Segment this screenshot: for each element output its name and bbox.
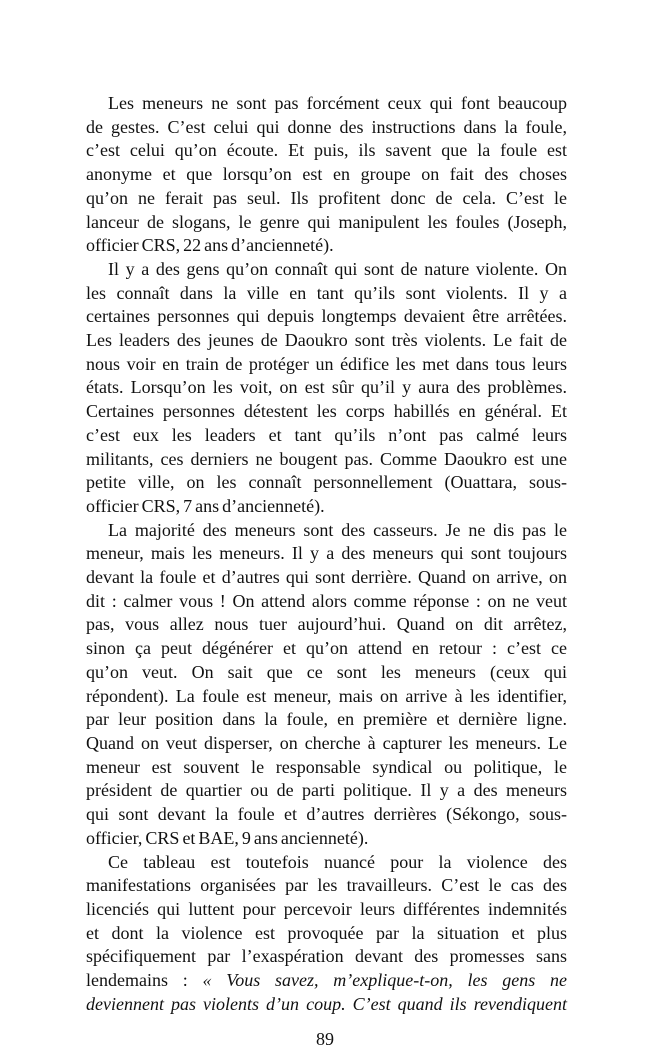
line-text: par leur position dans la foule, en première et dernière ligne. bbox=[86, 709, 567, 730]
text-line bbox=[86, 376, 567, 400]
line-text: qu’on veut. On sait que ce sont les meneurs (ceux qui bbox=[86, 661, 567, 682]
line-text: militants, ces derniers ne bougent pas. Comme Daoukro est une bbox=[86, 448, 567, 469]
line-text: Les leaders des jeunes de Daoukro sont très violents. Le fait de bbox=[86, 330, 567, 351]
line-text: Certaines personnes détestent les corps habillés en général. Et bbox=[86, 401, 567, 422]
text-line bbox=[86, 519, 567, 543]
text-line bbox=[86, 116, 567, 140]
line-text: spécifiquement par l’exaspération devant des promesses sans bbox=[86, 946, 567, 967]
text-line bbox=[86, 92, 567, 116]
line-text: licenciés qui luttent pour percevoir leurs différentes indemnités bbox=[86, 898, 567, 919]
page-number: 89 bbox=[316, 1029, 334, 1050]
line-text: certaines personnes qui depuis longtemps devaient être arrêtées. bbox=[86, 306, 567, 327]
line-text: états. Lorsqu’on les voit, on est sûr qu’il y aura des problèmes. bbox=[86, 377, 567, 398]
text-line bbox=[86, 803, 567, 827]
line-text: c’est celui qu’on écoute. Et puis, ils savent que la foule est bbox=[86, 140, 567, 161]
line-text: devant la foule et d’autres qui sont derrière. Quand on arrive, on bbox=[86, 567, 567, 588]
italic-quote-text: deviennent pas violents d’un coup. C’est quand ils revendiquent bbox=[86, 993, 567, 1014]
line-text: de gestes. C’est celui qui donne des instructions dans la foule, bbox=[86, 116, 567, 137]
line-text: La majorité des meneurs sont des casseurs. Je ne dis pas le bbox=[108, 519, 567, 540]
text-line bbox=[86, 685, 567, 709]
text-line bbox=[86, 353, 567, 377]
body-text bbox=[86, 92, 567, 1016]
text-line bbox=[86, 708, 567, 732]
text-line bbox=[86, 827, 567, 851]
text-line bbox=[86, 163, 567, 187]
text-line bbox=[86, 851, 567, 875]
text-line bbox=[86, 969, 567, 993]
line-text: officier CRS, 22 ans d’ancienneté). bbox=[86, 235, 334, 256]
line-text: Ce tableau est toutefois nuancé pour la violence des bbox=[108, 851, 567, 872]
line-text: sinon ça peut dégénérer et qu’on attend en retour : c’est ce bbox=[86, 638, 567, 659]
line-text: dit : calmer vous ! On attend alors comme réponse : on ne veut bbox=[86, 590, 567, 611]
text-line bbox=[86, 258, 567, 282]
text-line bbox=[86, 922, 567, 946]
text-line bbox=[86, 495, 567, 519]
line-text: petite ville, on les connaît personnellement (Ouattara, sous- bbox=[86, 472, 567, 493]
text-line bbox=[86, 542, 567, 566]
line-text: pas, vous allez nous tuer aujourd’hui. Quand on dit arrêtez, bbox=[86, 614, 567, 635]
line-text: qu’on ne ferait pas seul. Ils profitent donc de cela. C’est le bbox=[86, 187, 567, 208]
text-line bbox=[86, 234, 567, 258]
line-text: manifestations organisées par les travailleurs. C’est le cas des bbox=[86, 875, 567, 896]
line-text: les connaît dans la ville en tant qu’ils sont violents. Il y a bbox=[86, 282, 567, 303]
text-line bbox=[86, 448, 567, 472]
text-line bbox=[86, 329, 567, 353]
text-line bbox=[86, 139, 567, 163]
text-line bbox=[86, 211, 567, 235]
line-text: Quand on veut disperser, on cherche à capturer les meneurs. Le bbox=[86, 732, 567, 753]
text-line bbox=[86, 187, 567, 211]
line-text: et dont la violence est provoquée par la situation et plus bbox=[86, 922, 567, 943]
paragraph bbox=[86, 92, 567, 258]
text-line bbox=[86, 661, 567, 685]
text-line bbox=[86, 566, 567, 590]
line-text: meneur est souvent le responsable syndical ou politique, le bbox=[86, 756, 567, 777]
line-text: nous voir en train de protéger un édifice les met dans tous leurs bbox=[86, 353, 567, 374]
text-line bbox=[86, 874, 567, 898]
line-text: président de quartier ou de parti politique. Il y a des meneurs bbox=[86, 780, 567, 801]
text-line bbox=[86, 590, 567, 614]
text-line bbox=[86, 732, 567, 756]
paragraph bbox=[86, 258, 567, 519]
line-text: répondent). La foule est meneur, mais on arrive à les identifier, bbox=[86, 685, 567, 706]
line-text: lanceur de slogans, le genre qui manipulent les foules (Joseph, bbox=[86, 211, 567, 232]
line-text: c’est eux les leaders et tant qu’ils n’ont pas calmé leurs bbox=[86, 424, 567, 445]
text-line bbox=[86, 305, 567, 329]
line-text: officier, CRS et BAE, 9 ans ancienneté). bbox=[86, 827, 369, 848]
line-text: lendemains : bbox=[86, 970, 203, 991]
line-text: Les meneurs ne sont pas forcément ceux qui font beaucoup bbox=[108, 93, 567, 113]
text-line bbox=[86, 400, 567, 424]
text-line bbox=[86, 898, 567, 922]
text-line bbox=[86, 756, 567, 780]
paragraph bbox=[86, 519, 567, 851]
line-text: meneur, mais les meneurs. Il y a des meneurs qui sont toujours bbox=[86, 543, 567, 564]
line-text: anonyme et que lorsqu’on est en groupe on fait des choses bbox=[86, 164, 567, 185]
text-line bbox=[86, 993, 567, 1017]
text-line bbox=[86, 424, 567, 448]
paragraph bbox=[86, 851, 567, 1017]
italic-quote-text: « Vous savez, m’explique-t-on, les gens ne bbox=[202, 970, 567, 991]
line-text: officier CRS, 7 ans d’ancienneté). bbox=[86, 495, 325, 516]
line-text: Il y a des gens qu’on connaît qui sont de nature violente. On bbox=[108, 258, 567, 279]
text-line bbox=[86, 779, 567, 803]
line-text: qui sont devant la foule et d’autres derrières (Sékongo, sous- bbox=[86, 804, 567, 825]
text-line bbox=[86, 945, 567, 969]
text-line bbox=[86, 637, 567, 661]
text-line bbox=[86, 471, 567, 495]
text-line bbox=[86, 613, 567, 637]
text-line bbox=[86, 282, 567, 306]
